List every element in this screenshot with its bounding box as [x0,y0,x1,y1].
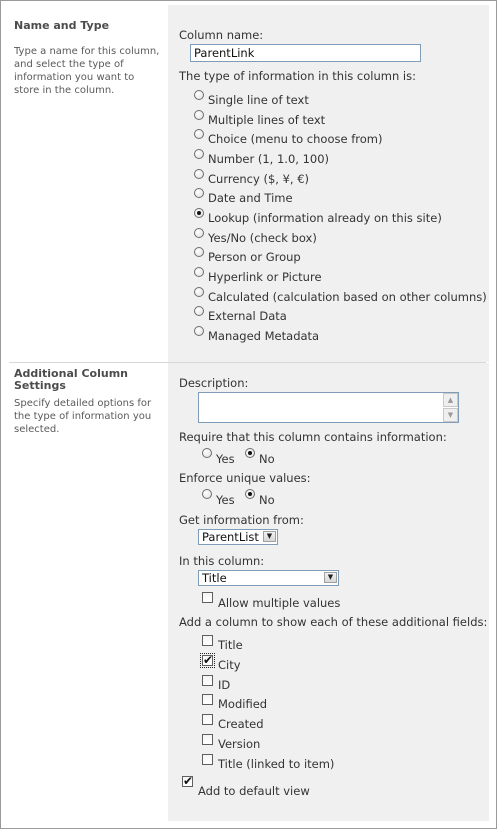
additional-settings-panel [168,363,489,821]
type-radio-3[interactable] [194,149,204,159]
require-yes-radio[interactable] [202,448,212,458]
require-label: Require that this column contains information: [179,430,447,444]
allow-multiple-checkbox[interactable] [202,592,213,603]
default-view-label: Add to default view [198,784,310,798]
field-label: Title [218,638,243,652]
require-no-label: No [259,452,275,466]
field-label: Title (linked to item) [218,757,335,771]
in-column-label: In this column: [179,554,265,568]
field-checkbox-4[interactable] [202,714,213,725]
scroll-up-icon[interactable]: ▲ [443,393,458,407]
in-column-value: Title [202,571,227,585]
section-title-additional: Additional Column Settings [14,367,128,392]
type-option-label: External Data [208,309,287,323]
get-info-value: ParentList [202,530,259,544]
dropdown-arrow-icon: ▼ [263,531,276,542]
type-option-label: Calculated (calculation based on other columns) [208,290,487,304]
field-checkbox-0[interactable] [202,635,213,646]
checkmark-icon: ✔ [203,653,214,667]
type-radio-8[interactable] [194,247,204,257]
section-description-name-type: Type a name for this column, and select the type of information you want to store in the column. [14,46,160,96]
field-label: Version [218,737,261,751]
allow-multiple-label: Allow multiple values [218,596,341,610]
name-and-type-info [5,5,168,362]
unique-label: Enforce unique values: [179,471,311,485]
fields-label: Add a column to show each of these additional fields: [179,615,488,629]
type-radio-1[interactable] [194,110,204,120]
field-checkbox-1[interactable] [202,655,213,666]
type-option-label: Hyperlink or Picture [208,270,322,284]
type-option-label: Date and Time [208,191,293,205]
type-label: The type of information in this column is: [179,69,416,83]
type-radio-0[interactable] [194,90,204,100]
section-title-name-type: Name and Type [14,19,110,32]
type-radio-10[interactable] [194,287,204,297]
type-radio-5[interactable] [194,188,204,198]
unique-yes-radio[interactable] [202,489,212,499]
unique-yes-label: Yes [216,493,235,507]
field-label: ID [218,678,231,692]
additional-settings-info [5,363,168,821]
scroll-down-icon[interactable]: ▼ [443,408,458,422]
field-checkbox-3[interactable] [202,694,213,705]
get-info-label: Get information from: [179,513,304,527]
type-option-label: Choice (menu to choose from) [208,132,383,146]
field-checkbox-2[interactable] [202,675,213,686]
dropdown-arrow-icon: ▼ [324,572,337,583]
in-column-select[interactable] [198,570,339,586]
field-label: Created [218,717,264,731]
description-label: Description: [179,376,249,390]
field-label: City [218,658,241,672]
default-view-checkbox[interactable] [182,776,193,787]
type-option-label: Managed Metadata [208,329,320,343]
name-and-type-panel [168,5,489,362]
field-checkbox-5[interactable] [202,734,213,745]
get-info-select[interactable] [198,529,278,545]
type-option-label: Single line of text [208,93,309,107]
type-option-label: Person or Group [208,250,301,264]
require-yes-label: Yes [216,452,235,466]
type-radio-11[interactable] [194,306,204,316]
type-option-label: Currency ($, ¥, €) [208,172,310,186]
unique-no-radio[interactable] [245,489,255,499]
additional-settings-section [5,363,489,821]
column-name-label: Column name: [179,28,264,42]
type-option-label: Number (1, 1.0, 100) [208,152,330,166]
type-radio-4[interactable] [194,169,204,179]
type-option-label: Yes/No (check box) [208,231,317,245]
description-textarea[interactable] [198,392,459,423]
description-value [199,393,458,395]
name-and-type-section [5,5,489,362]
column-name-input[interactable]: ParentLink [190,44,421,62]
type-radio-6[interactable] [194,208,204,218]
field-checkbox-6[interactable] [202,754,213,765]
checkmark-icon: ✔ [183,774,194,788]
type-option-label: Multiple lines of text [208,113,326,127]
field-label: Modified [218,697,268,711]
type-radio-7[interactable] [194,228,204,238]
type-radio-2[interactable] [194,129,204,139]
type-radio-9[interactable] [194,267,204,277]
type-option-label: Lookup (information already on this site) [208,211,442,225]
section-description-additional: Specify detailed options for the type of information you selected. [14,398,152,435]
require-no-radio[interactable] [245,448,255,458]
type-radio-12[interactable] [194,326,204,336]
unique-no-label: No [259,493,275,507]
